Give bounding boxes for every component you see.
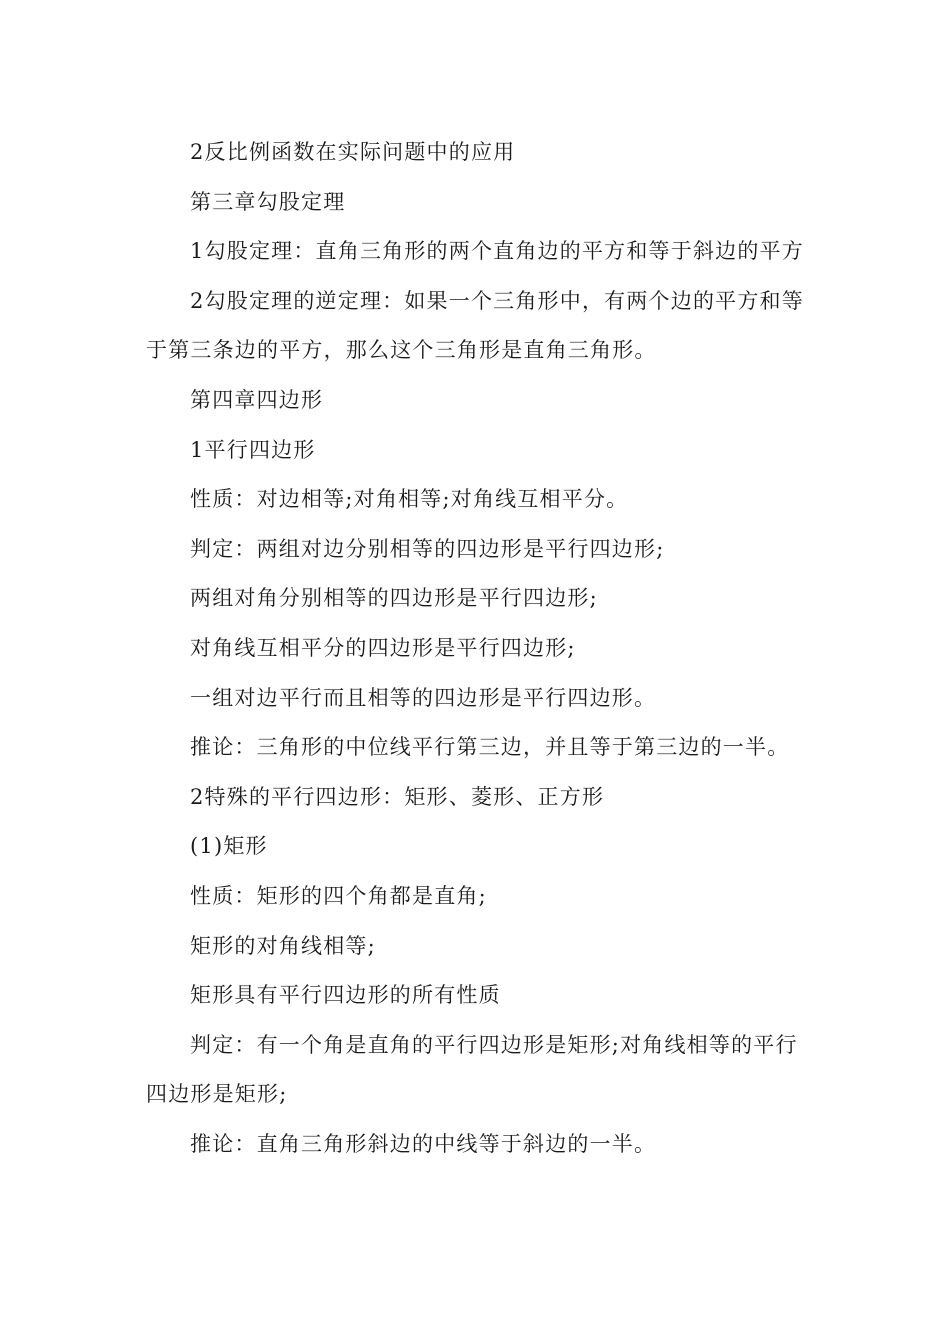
- section-heading: 2特殊的平行四边形：矩形、菱形、正方形: [190, 784, 605, 809]
- paragraph: 两组对角分别相等的四边形是平行四边形;: [190, 586, 598, 611]
- paragraph: 矩形的对角线相等;: [190, 933, 376, 958]
- paragraph: 性质：矩形的四个角都是直角;: [190, 883, 487, 908]
- paragraph: 判定：两组对边分别相等的四边形是平行四边形;: [190, 536, 665, 561]
- section-heading: 1平行四边形: [190, 437, 316, 462]
- paragraph: 判定：有一个角是直角的平行四边形是矩形;对角线相等的平行四边形是矩形;: [146, 1032, 798, 1107]
- paragraph: 1勾股定理：直角三角形的两个直角边的平方和等于斜边的平方: [190, 239, 804, 264]
- chapter-heading: 第三章勾股定理: [190, 189, 346, 214]
- paragraph: 矩形具有平行四边形的所有性质: [190, 983, 501, 1008]
- paragraph: 2反比例函数在实际问题中的应用: [190, 140, 516, 164]
- paragraph: 性质：对边相等;对角相等;对角线互相平分。: [190, 487, 629, 512]
- subsection-heading: (1)矩形: [190, 834, 268, 859]
- paragraph: 推论：直角三角形斜边的中线等于斜边的一半。: [190, 1131, 657, 1156]
- chapter-heading: 第四章四边形: [190, 387, 324, 412]
- paragraph: 一组对边平行而且相等的四边形是平行四边形。: [190, 685, 657, 710]
- document-body: [146, 128, 812, 1169]
- paragraph: 对角线互相平分的四边形是平行四边形;: [190, 635, 576, 660]
- paragraph: 推论：三角形的中位线平行第三边，并且等于第三边的一半。: [190, 735, 790, 760]
- paragraph: 2勾股定理的逆定理：如果一个三角形中，有两个边的平方和等于第三条边的平方，那么这个三角形是直角三角形。: [146, 288, 804, 363]
